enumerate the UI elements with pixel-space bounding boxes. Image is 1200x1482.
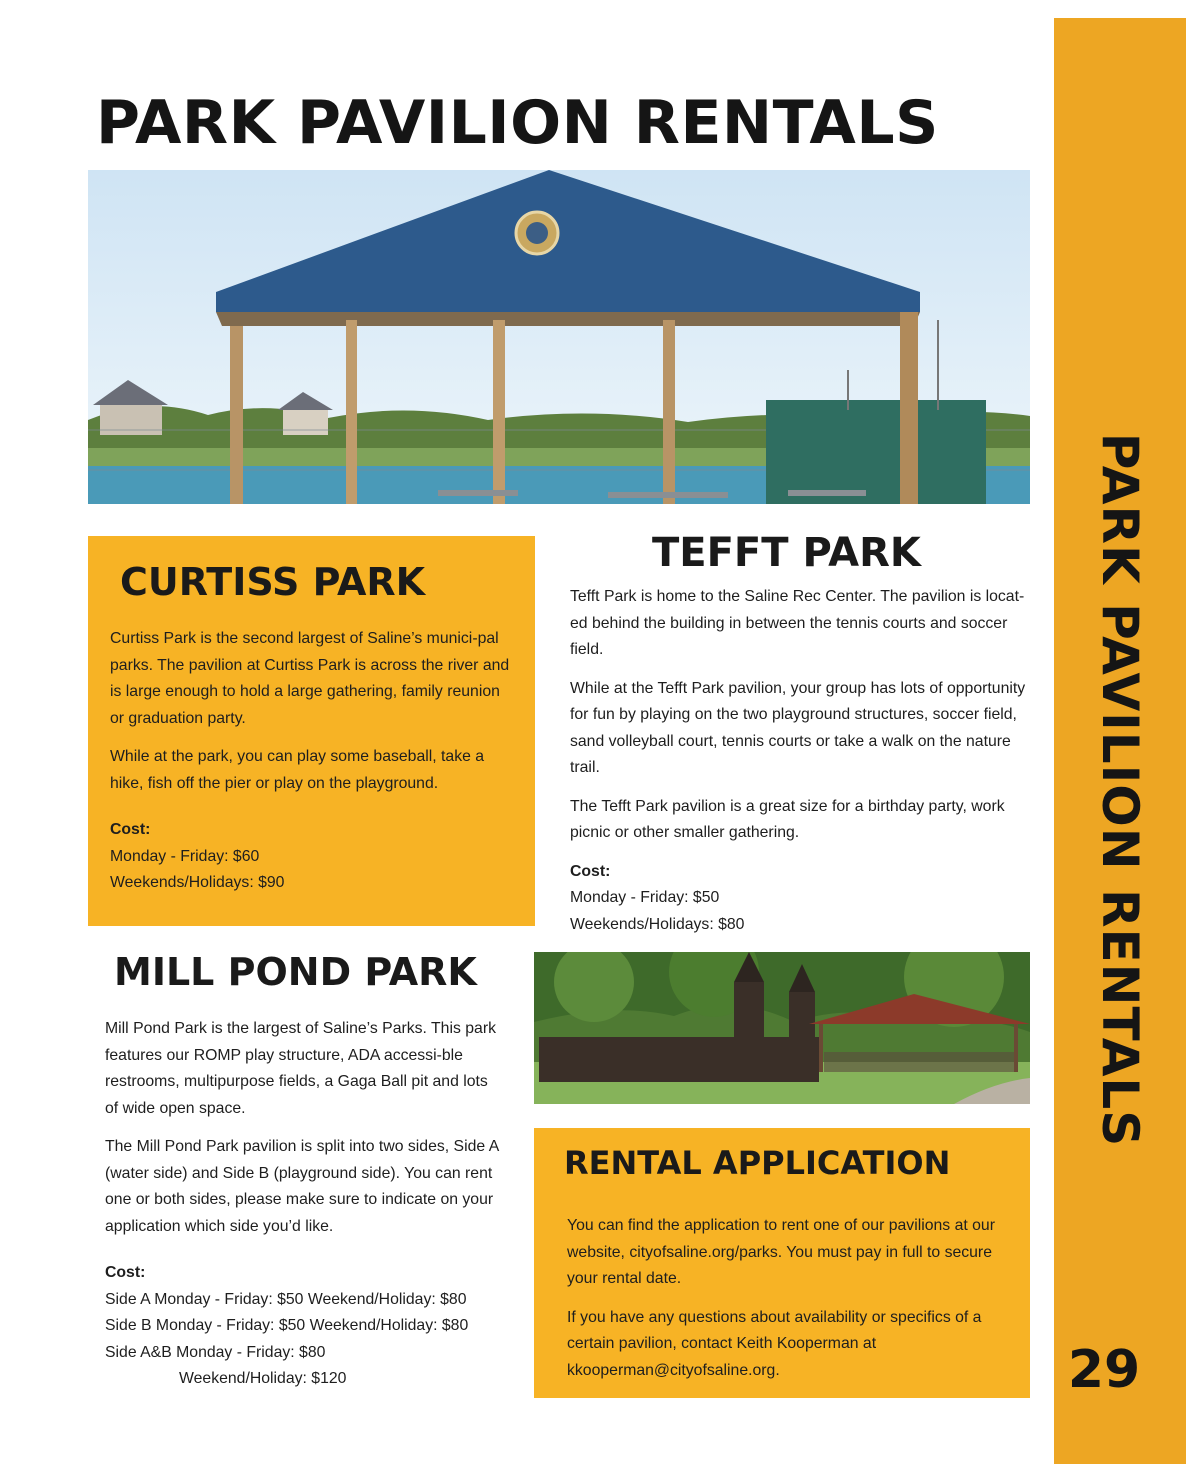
- tefft-paragraph: The Tefft Park pavilion is a great size for a birthday party, work picnic or other smaller gathering.: [570, 797, 1005, 841]
- rental-application-text: [567, 1213, 1007, 1396]
- cost-line: Weekend/Holiday: $120: [179, 1370, 347, 1387]
- mill-pond-paragraph: Mill Pond Park is the largest of Saline’s Parks. This park features our ROMP play structure, ADA accessi-ble restrooms, multipurpose fields, a Gaga Ball pit and lots of wide open space.: [105, 1020, 496, 1117]
- tefft-park-heading: TEFFT PARK: [652, 530, 921, 576]
- cost-label: Cost:: [110, 821, 151, 838]
- mill-pond-park-text: [105, 1016, 505, 1393]
- rental-paragraph: You can find the application to rent one of our pavilions at our website, cityofsaline.org/parks. You must pay in full to secure your rental date.: [567, 1217, 995, 1287]
- cost-line: Side A Monday - Friday: $50 Weekend/Holiday: $80: [105, 1290, 467, 1308]
- rental-paragraph: If you have any questions about availability or specifics of a certain pavilion, contact Keith Kooperman at kkooperman@cityofsaline.org.: [567, 1308, 982, 1379]
- playground-illustration: [534, 952, 1030, 1104]
- curtiss-park-heading: CURTISS PARK: [120, 560, 426, 604]
- cost-line: Side A&B Monday - Friday: $80: [105, 1343, 326, 1361]
- pavilion-illustration: [88, 170, 1030, 504]
- page-number: 29: [1067, 1340, 1141, 1400]
- hero-pavilion-photo: [88, 170, 1030, 504]
- curtiss-park-text: [110, 626, 510, 897]
- tefft-paragraph: While at the Tefft Park pavilion, your group has lots of opportunity for fun by playing on the two playground structures, soccer field, sand volleyball court, tennis courts or take a walk on the nature trail.: [570, 679, 1026, 776]
- mill-pond-park-heading: MILL POND PARK: [114, 950, 477, 994]
- side-title: PARK PAVILION RENTALS: [1091, 432, 1149, 1148]
- mill-pond-paragraph: The Mill Pond Park pavilion is split into two sides, Side A (water side) and Side B (playground side). You can rent one or both sides, please make sure to indicate on your application which side you’d like.: [105, 1138, 499, 1235]
- playground-photo: [534, 952, 1030, 1104]
- cost-line: Weekends/Holidays: $90: [110, 874, 285, 891]
- page-title: PARK PAVILION RENTALS: [96, 88, 939, 158]
- curtiss-paragraph: While at the park, you can play some baseball, take a hike, fish off the pier or play on the playground.: [110, 748, 485, 792]
- cost-label: Cost:: [570, 862, 611, 880]
- cost-line: Weekends/Holidays: $80: [570, 915, 745, 933]
- rental-application-heading: RENTAL APPLICATION: [564, 1144, 951, 1182]
- cost-line: Monday - Friday: $50: [570, 889, 720, 906]
- cost-label: Cost:: [105, 1264, 146, 1281]
- curtiss-paragraph: Curtiss Park is the second largest of Saline’s munici-pal parks. The pavilion at Curtiss Park is across the river and is large enough to hold a large gathering, family reunion or graduation party.: [110, 630, 510, 727]
- cost-line: Monday - Friday: $60: [110, 847, 260, 865]
- tefft-paragraph: Tefft Park is home to the Saline Rec Center. The pavilion is locat-ed behind the building in between the tennis courts and soccer field.: [570, 588, 1025, 658]
- cost-line: Side B Monday - Friday: $50 Weekend/Holiday: $80: [105, 1317, 469, 1334]
- tefft-park-text: [570, 584, 1040, 938]
